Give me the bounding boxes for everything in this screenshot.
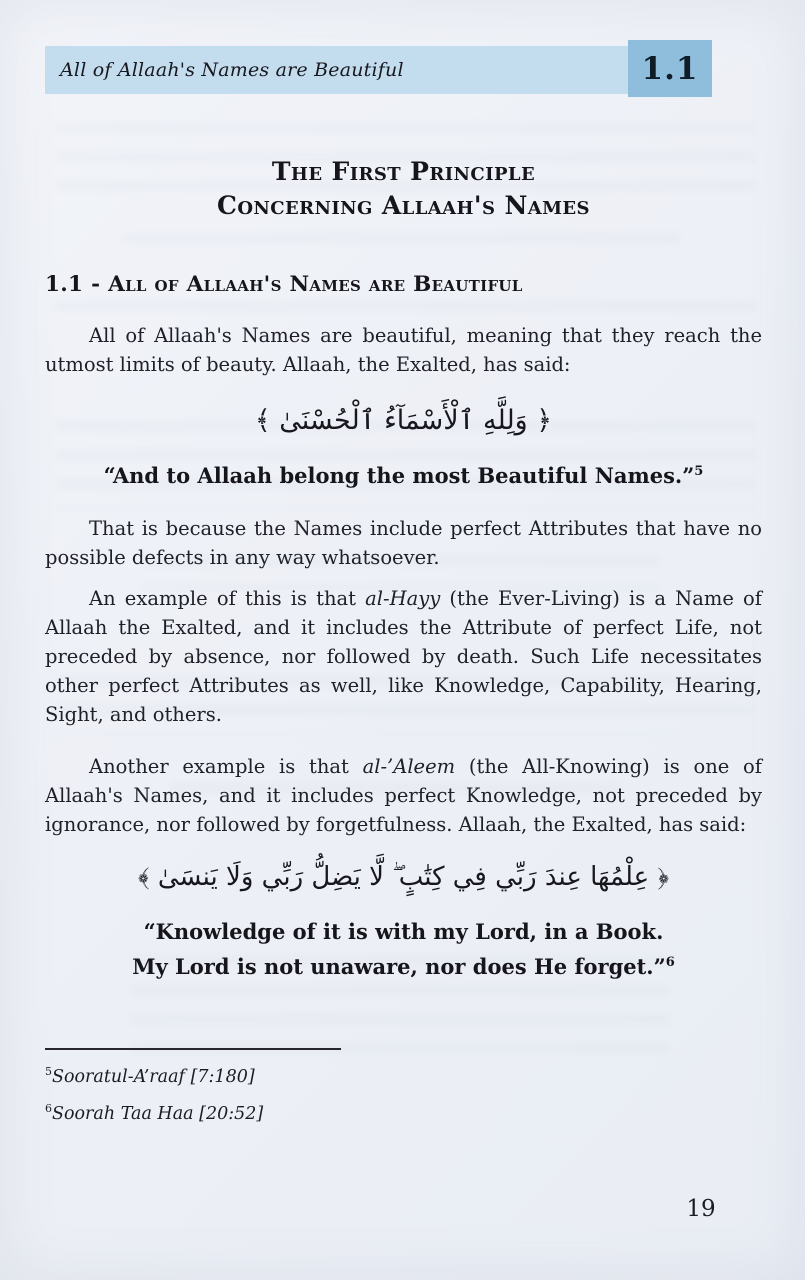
running-title: All of Allaah's Names are Beautiful — [60, 59, 404, 81]
footnote-divider — [45, 1048, 341, 1050]
arabic-verse: ﴿ وَلِلَّهِ ٱلْأَسْمَآءُ ٱلْحُسْنَىٰ ﴾ — [254, 405, 553, 436]
verse-translation — [45, 914, 762, 984]
footnote-marker: 6 — [45, 1102, 52, 1116]
arabic-verse: ﴿ عِلْمُهَا عِندَ رَبِّي فِي كِتَٰبٍ ۖ لَّا يَضِلُّ رَبِّي وَلَا يَنسَىٰ ﴾ — [138, 862, 669, 892]
chapter-title — [45, 155, 762, 223]
footnote: $^5$Sooratul-A’raaf [7:180] — [45, 1065, 255, 1087]
page-number: 19 — [686, 1196, 716, 1222]
section-number: 1.1 — [641, 50, 699, 87]
paragraph: All of Allaah's Names are beautiful, meaning that they reach the utmost limits of beauty. Allaah, the Exalted, has said: — [45, 324, 762, 376]
paragraph: That is because the Names include perfect Attributes that have no possible defects in any way whatsoever. — [45, 517, 762, 569]
paragraph: Another example is that al-’Aleem (the All-Knowing) is one of Allaah's Names, and it includes perfect Knowledge, not preceded by ignorance, nor followed by forgetfulness. Allaah, the Exalted, has said: — [45, 755, 762, 836]
footnote-marker: 5 — [45, 1065, 52, 1079]
footnote-reference: 6 — [665, 955, 675, 970]
section-heading: 1.1 - All of Allaah's Names are Beautiful — [45, 272, 523, 297]
chapter-title-line2: Concerning Allaah's Names — [217, 191, 590, 220]
verse-translation — [45, 458, 762, 493]
quote-text-line2: My Lord is not unaware, nor does He forget.”$^6$ — [132, 954, 675, 979]
footnote-reference: 5 — [694, 464, 704, 479]
footnote: $^6$Soorah Taa Haa [20:52] — [45, 1102, 264, 1124]
quote-text-line1: “Knowledge of it is with my Lord, in a Book. — [143, 919, 664, 944]
chapter-title-line1: The First Principle — [271, 157, 536, 186]
page-content — [45, 0, 762, 984]
paragraph: An example of this is that al-Hayy (the Ever-Living) is a Name of Allaah the Exalted, and it includes the Attribute of perfect Life, not preceded by absence, nor followed by death. Such Life necessitates other perfect Attributes as well, like Knowledge, Capability, Hearing, Sight, and others. — [45, 587, 762, 726]
quote-text: “And to Allaah belong the most Beautiful Names.” — [103, 463, 695, 488]
footnotes-section — [45, 1048, 762, 1124]
